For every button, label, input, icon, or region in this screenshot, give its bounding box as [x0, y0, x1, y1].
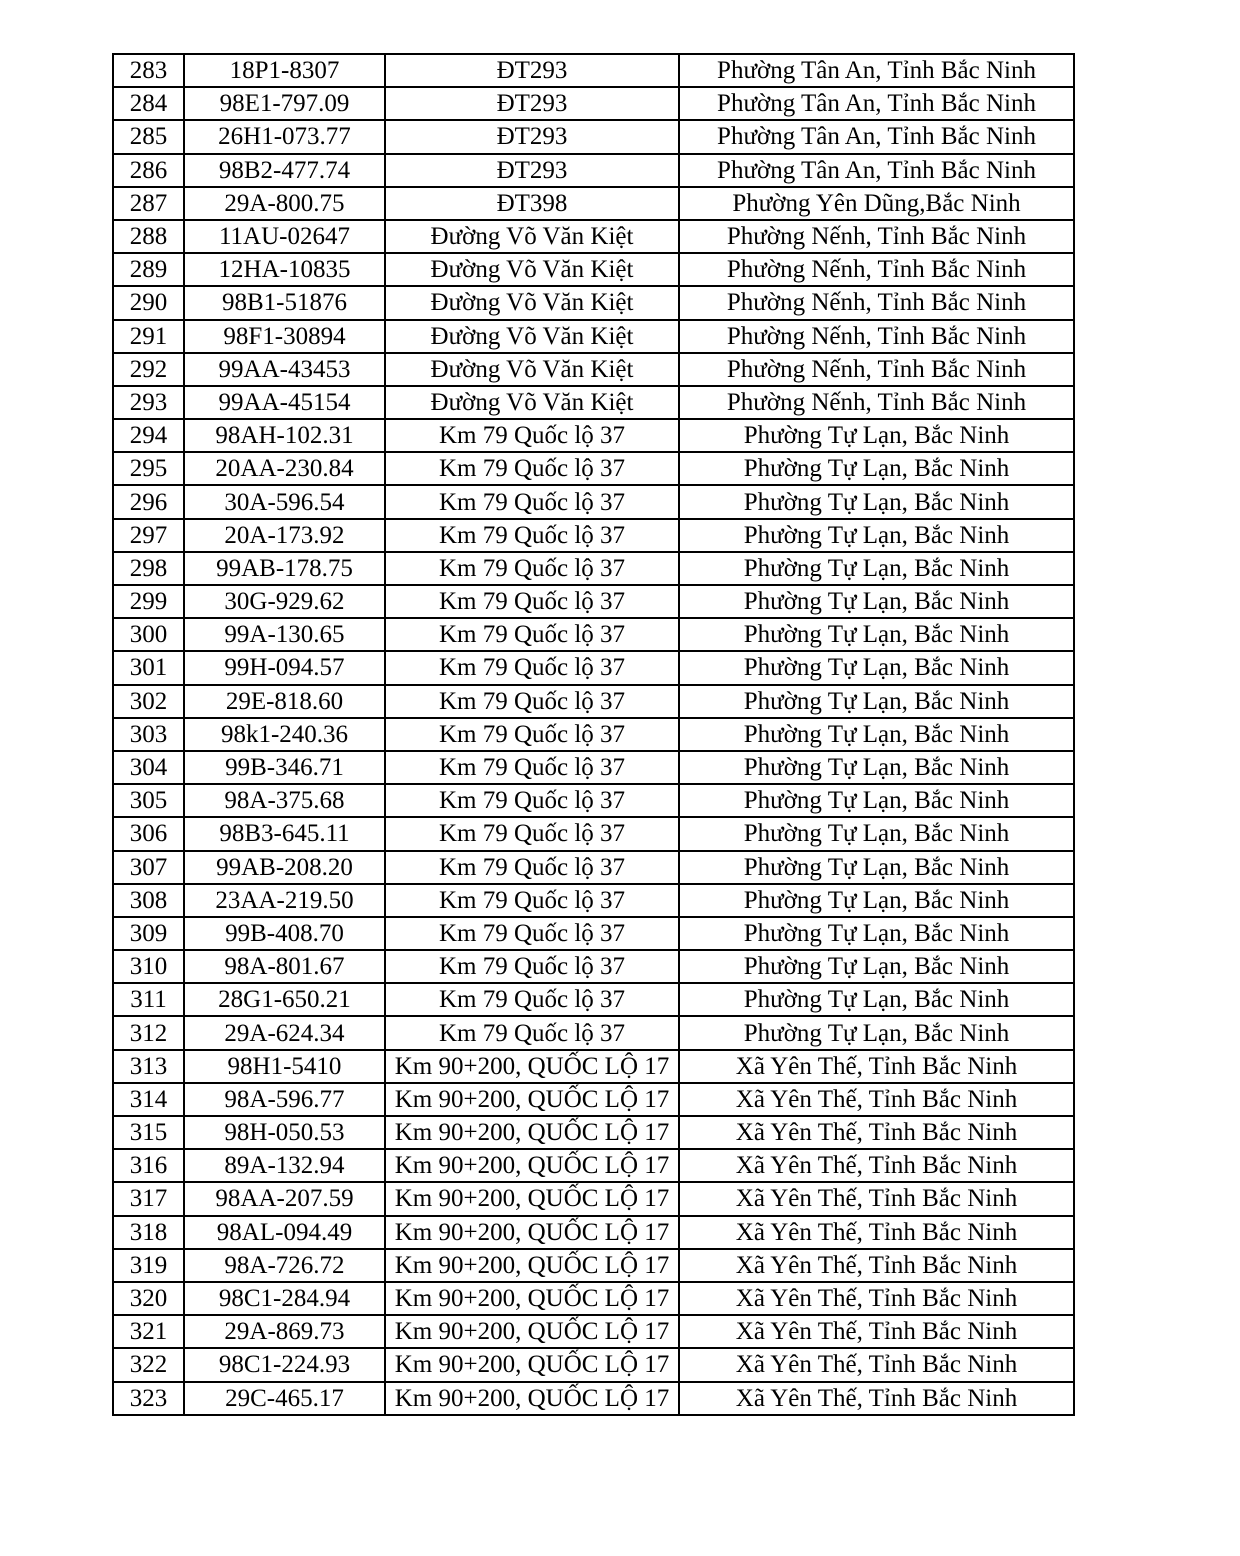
- cell-area: Xã Yên Thế, Tỉnh Bắc Ninh: [679, 1149, 1074, 1182]
- cell-area: Xã Yên Thế, Tỉnh Bắc Ninh: [679, 1282, 1074, 1315]
- cell-location: Km 79 Quốc lộ 37: [385, 817, 679, 850]
- cell-location: Km 90+200, QUỐC LỘ 17: [385, 1282, 679, 1315]
- cell-license-plate: 99AB-178.75: [184, 552, 385, 585]
- cell-stt: 312: [113, 1016, 184, 1049]
- cell-stt: 305: [113, 784, 184, 817]
- table-row: [113, 851, 1074, 884]
- cell-location: Km 90+200, QUỐC LỘ 17: [385, 1382, 679, 1415]
- table-row: [113, 983, 1074, 1016]
- cell-stt: 313: [113, 1050, 184, 1083]
- cell-license-plate: 99A-130.65: [184, 618, 385, 651]
- cell-area: Phường Tự Lạn, Bắc Ninh: [679, 419, 1074, 452]
- cell-area: Phường Nếnh, Tỉnh Bắc Ninh: [679, 220, 1074, 253]
- table-row: [113, 154, 1074, 187]
- table-row: [113, 87, 1074, 120]
- table-row: [113, 1016, 1074, 1049]
- cell-stt: 299: [113, 585, 184, 618]
- cell-location: Km 79 Quốc lộ 37: [385, 552, 679, 585]
- cell-area: Phường Tự Lạn, Bắc Ninh: [679, 651, 1074, 684]
- cell-area: Phường Tự Lạn, Bắc Ninh: [679, 618, 1074, 651]
- cell-stt: 289: [113, 253, 184, 286]
- cell-stt: 323: [113, 1382, 184, 1415]
- cell-license-plate: 98F1-30894: [184, 320, 385, 353]
- cell-license-plate: 20A-173.92: [184, 519, 385, 552]
- cell-area: Xã Yên Thế, Tỉnh Bắc Ninh: [679, 1182, 1074, 1215]
- cell-stt: 315: [113, 1116, 184, 1149]
- table-row: [113, 353, 1074, 386]
- cell-license-plate: 11AU-02647: [184, 220, 385, 253]
- cell-stt: 310: [113, 950, 184, 983]
- cell-location: Km 79 Quốc lộ 37: [385, 983, 679, 1016]
- cell-location: Km 90+200, QUỐC LỘ 17: [385, 1216, 679, 1249]
- cell-license-plate: 20AA-230.84: [184, 452, 385, 485]
- cell-license-plate: 98H-050.53: [184, 1116, 385, 1149]
- cell-location: Km 79 Quốc lộ 37: [385, 851, 679, 884]
- cell-stt: 319: [113, 1249, 184, 1282]
- cell-stt: 284: [113, 87, 184, 120]
- cell-area: Phường Tân An, Tỉnh Bắc Ninh: [679, 87, 1074, 120]
- cell-stt: 290: [113, 286, 184, 319]
- cell-area: Phường Tự Lạn, Bắc Ninh: [679, 851, 1074, 884]
- cell-license-plate: 28G1-650.21: [184, 983, 385, 1016]
- cell-license-plate: 99H-094.57: [184, 651, 385, 684]
- cell-location: ĐT293: [385, 154, 679, 187]
- cell-area: Xã Yên Thế, Tỉnh Bắc Ninh: [679, 1050, 1074, 1083]
- cell-license-plate: 98A-726.72: [184, 1249, 385, 1282]
- cell-area: Phường Nếnh, Tỉnh Bắc Ninh: [679, 253, 1074, 286]
- cell-stt: 303: [113, 718, 184, 751]
- cell-stt: 301: [113, 651, 184, 684]
- cell-location: Km 79 Quốc lộ 37: [385, 618, 679, 651]
- table-row: [113, 1249, 1074, 1282]
- table-row: [113, 884, 1074, 917]
- table-row: [113, 54, 1074, 87]
- table-row: [113, 386, 1074, 419]
- cell-license-plate: 98A-801.67: [184, 950, 385, 983]
- cell-stt: 293: [113, 386, 184, 419]
- cell-license-plate: 99AA-45154: [184, 386, 385, 419]
- cell-area: Xã Yên Thế, Tỉnh Bắc Ninh: [679, 1083, 1074, 1116]
- cell-location: Km 79 Quốc lộ 37: [385, 519, 679, 552]
- cell-location: Km 79 Quốc lộ 37: [385, 485, 679, 518]
- cell-location: ĐT398: [385, 187, 679, 220]
- cell-license-plate: 99AB-208.20: [184, 851, 385, 884]
- cell-license-plate: 98AH-102.31: [184, 419, 385, 452]
- table-row: [113, 685, 1074, 718]
- cell-location: Km 90+200, QUỐC LỘ 17: [385, 1315, 679, 1348]
- cell-area: Xã Yên Thế, Tỉnh Bắc Ninh: [679, 1116, 1074, 1149]
- cell-stt: 294: [113, 419, 184, 452]
- cell-area: Phường Nếnh, Tỉnh Bắc Ninh: [679, 353, 1074, 386]
- cell-stt: 298: [113, 552, 184, 585]
- cell-area: Phường Tự Lạn, Bắc Ninh: [679, 917, 1074, 950]
- cell-stt: 317: [113, 1182, 184, 1215]
- cell-stt: 297: [113, 519, 184, 552]
- cell-license-plate: 98A-596.77: [184, 1083, 385, 1116]
- cell-license-plate: 98AL-094.49: [184, 1216, 385, 1249]
- table-row: [113, 1348, 1074, 1381]
- cell-location: Km 79 Quốc lộ 37: [385, 585, 679, 618]
- cell-area: Xã Yên Thế, Tỉnh Bắc Ninh: [679, 1348, 1074, 1381]
- cell-location: Km 90+200, QUỐC LỘ 17: [385, 1083, 679, 1116]
- table-row: [113, 1083, 1074, 1116]
- cell-area: Phường Tự Lạn, Bắc Ninh: [679, 983, 1074, 1016]
- cell-area: Phường Tự Lạn, Bắc Ninh: [679, 784, 1074, 817]
- cell-location: Km 79 Quốc lộ 37: [385, 884, 679, 917]
- table-row: [113, 220, 1074, 253]
- cell-area: Phường Tự Lạn, Bắc Ninh: [679, 751, 1074, 784]
- cell-stt: 318: [113, 1216, 184, 1249]
- table-row: [113, 1282, 1074, 1315]
- cell-area: Phường Tự Lạn, Bắc Ninh: [679, 552, 1074, 585]
- table-row: [113, 120, 1074, 153]
- cell-location: Đường Võ Văn Kiệt: [385, 286, 679, 319]
- cell-stt: 300: [113, 618, 184, 651]
- cell-stt: 295: [113, 452, 184, 485]
- table-row: [113, 817, 1074, 850]
- table-row: [113, 253, 1074, 286]
- cell-license-plate: 98B2-477.74: [184, 154, 385, 187]
- cell-stt: 304: [113, 751, 184, 784]
- cell-stt: 306: [113, 817, 184, 850]
- cell-license-plate: 98B3-645.11: [184, 817, 385, 850]
- cell-license-plate: 98C1-224.93: [184, 1348, 385, 1381]
- cell-license-plate: 98AA-207.59: [184, 1182, 385, 1215]
- cell-location: Km 79 Quốc lộ 37: [385, 950, 679, 983]
- cell-stt: 307: [113, 851, 184, 884]
- cell-area: Xã Yên Thế, Tỉnh Bắc Ninh: [679, 1249, 1074, 1282]
- cell-location: Km 90+200, QUỐC LỘ 17: [385, 1149, 679, 1182]
- cell-area: Phường Tự Lạn, Bắc Ninh: [679, 884, 1074, 917]
- cell-location: Km 79 Quốc lộ 37: [385, 784, 679, 817]
- cell-stt: 311: [113, 983, 184, 1016]
- cell-stt: 292: [113, 353, 184, 386]
- cell-area: Xã Yên Thế, Tỉnh Bắc Ninh: [679, 1382, 1074, 1415]
- cell-stt: 283: [113, 54, 184, 87]
- cell-area: Phường Nếnh, Tỉnh Bắc Ninh: [679, 320, 1074, 353]
- table-row: [113, 320, 1074, 353]
- cell-location: Km 90+200, QUỐC LỘ 17: [385, 1182, 679, 1215]
- cell-license-plate: 29A-800.75: [184, 187, 385, 220]
- cell-stt: 314: [113, 1083, 184, 1116]
- cell-location: Đường Võ Văn Kiệt: [385, 253, 679, 286]
- cell-license-plate: 29E-818.60: [184, 685, 385, 718]
- cell-stt: 302: [113, 685, 184, 718]
- cell-location: Đường Võ Văn Kiệt: [385, 386, 679, 419]
- cell-location: Đường Võ Văn Kiệt: [385, 353, 679, 386]
- table-row: [113, 1382, 1074, 1415]
- cell-location: Km 79 Quốc lộ 37: [385, 917, 679, 950]
- cell-area: Phường Yên Dũng,Bắc Ninh: [679, 187, 1074, 220]
- cell-area: Phường Tự Lạn, Bắc Ninh: [679, 1016, 1074, 1049]
- cell-area: Phường Tự Lạn, Bắc Ninh: [679, 452, 1074, 485]
- cell-location: Km 90+200, QUỐC LỘ 17: [385, 1050, 679, 1083]
- cell-location: Km 90+200, QUỐC LỘ 17: [385, 1116, 679, 1149]
- cell-area: Phường Tự Lạn, Bắc Ninh: [679, 950, 1074, 983]
- table-row: [113, 1116, 1074, 1149]
- cell-license-plate: 23AA-219.50: [184, 884, 385, 917]
- vehicle-violation-table: [112, 53, 1075, 1416]
- table-row: [113, 286, 1074, 319]
- cell-stt: 287: [113, 187, 184, 220]
- table-row: [113, 1182, 1074, 1215]
- cell-stt: 285: [113, 120, 184, 153]
- cell-location: Km 79 Quốc lộ 37: [385, 452, 679, 485]
- cell-area: Xã Yên Thế, Tỉnh Bắc Ninh: [679, 1216, 1074, 1249]
- cell-stt: 321: [113, 1315, 184, 1348]
- cell-area: Phường Tự Lạn, Bắc Ninh: [679, 685, 1074, 718]
- cell-stt: 320: [113, 1282, 184, 1315]
- cell-location: Km 79 Quốc lộ 37: [385, 419, 679, 452]
- table-body: [113, 54, 1074, 1415]
- table-row: [113, 419, 1074, 452]
- table-row: [113, 651, 1074, 684]
- table-row: [113, 950, 1074, 983]
- cell-license-plate: 98H1-5410: [184, 1050, 385, 1083]
- cell-location: ĐT293: [385, 54, 679, 87]
- cell-location: Km 90+200, QUỐC LỘ 17: [385, 1249, 679, 1282]
- table-row: [113, 751, 1074, 784]
- cell-license-plate: 98A-375.68: [184, 784, 385, 817]
- cell-license-plate: 26H1-073.77: [184, 120, 385, 153]
- table-row: [113, 519, 1074, 552]
- table-row: [113, 1149, 1074, 1182]
- table-row: [113, 618, 1074, 651]
- table-row: [113, 187, 1074, 220]
- cell-license-plate: 29C-465.17: [184, 1382, 385, 1415]
- cell-license-plate: 30G-929.62: [184, 585, 385, 618]
- cell-area: Phường Nếnh, Tỉnh Bắc Ninh: [679, 286, 1074, 319]
- cell-area: Phường Tân An, Tỉnh Bắc Ninh: [679, 120, 1074, 153]
- cell-area: Xã Yên Thế, Tỉnh Bắc Ninh: [679, 1315, 1074, 1348]
- cell-location: ĐT293: [385, 120, 679, 153]
- cell-license-plate: 29A-869.73: [184, 1315, 385, 1348]
- cell-area: Phường Tự Lạn, Bắc Ninh: [679, 585, 1074, 618]
- cell-license-plate: 12HA-10835: [184, 253, 385, 286]
- cell-location: Km 79 Quốc lộ 37: [385, 685, 679, 718]
- cell-area: Phường Tự Lạn, Bắc Ninh: [679, 485, 1074, 518]
- cell-area: Phường Tân An, Tỉnh Bắc Ninh: [679, 54, 1074, 87]
- cell-area: Phường Tự Lạn, Bắc Ninh: [679, 718, 1074, 751]
- cell-stt: 309: [113, 917, 184, 950]
- cell-location: Đường Võ Văn Kiệt: [385, 220, 679, 253]
- cell-location: Km 90+200, QUỐC LỘ 17: [385, 1348, 679, 1381]
- table-row: [113, 452, 1074, 485]
- cell-license-plate: 98k1-240.36: [184, 718, 385, 751]
- cell-license-plate: 98B1-51876: [184, 286, 385, 319]
- cell-area: Phường Tân An, Tỉnh Bắc Ninh: [679, 154, 1074, 187]
- table-row: [113, 552, 1074, 585]
- cell-location: Km 79 Quốc lộ 37: [385, 1016, 679, 1049]
- table-row: [113, 917, 1074, 950]
- cell-license-plate: 29A-624.34: [184, 1016, 385, 1049]
- cell-license-plate: 99AA-43453: [184, 353, 385, 386]
- cell-location: Đường Võ Văn Kiệt: [385, 320, 679, 353]
- cell-license-plate: 99B-408.70: [184, 917, 385, 950]
- cell-stt: 286: [113, 154, 184, 187]
- cell-area: Phường Tự Lạn, Bắc Ninh: [679, 817, 1074, 850]
- table-row: [113, 1216, 1074, 1249]
- table-row: [113, 1315, 1074, 1348]
- cell-location: Km 79 Quốc lộ 37: [385, 718, 679, 751]
- cell-stt: 288: [113, 220, 184, 253]
- cell-stt: 308: [113, 884, 184, 917]
- cell-stt: 316: [113, 1149, 184, 1182]
- cell-license-plate: 89A-132.94: [184, 1149, 385, 1182]
- cell-license-plate: 18P1-8307: [184, 54, 385, 87]
- cell-license-plate: 30A-596.54: [184, 485, 385, 518]
- cell-area: Phường Nếnh, Tỉnh Bắc Ninh: [679, 386, 1074, 419]
- table-row: [113, 485, 1074, 518]
- cell-area: Phường Tự Lạn, Bắc Ninh: [679, 519, 1074, 552]
- cell-stt: 322: [113, 1348, 184, 1381]
- cell-license-plate: 98E1-797.09: [184, 87, 385, 120]
- cell-stt: 296: [113, 485, 184, 518]
- cell-license-plate: 99B-346.71: [184, 751, 385, 784]
- cell-license-plate: 98C1-284.94: [184, 1282, 385, 1315]
- cell-location: ĐT293: [385, 87, 679, 120]
- cell-stt: 291: [113, 320, 184, 353]
- table-row: [113, 784, 1074, 817]
- table-row: [113, 1050, 1074, 1083]
- table-row: [113, 585, 1074, 618]
- cell-location: Km 79 Quốc lộ 37: [385, 651, 679, 684]
- cell-location: Km 79 Quốc lộ 37: [385, 751, 679, 784]
- table-row: [113, 718, 1074, 751]
